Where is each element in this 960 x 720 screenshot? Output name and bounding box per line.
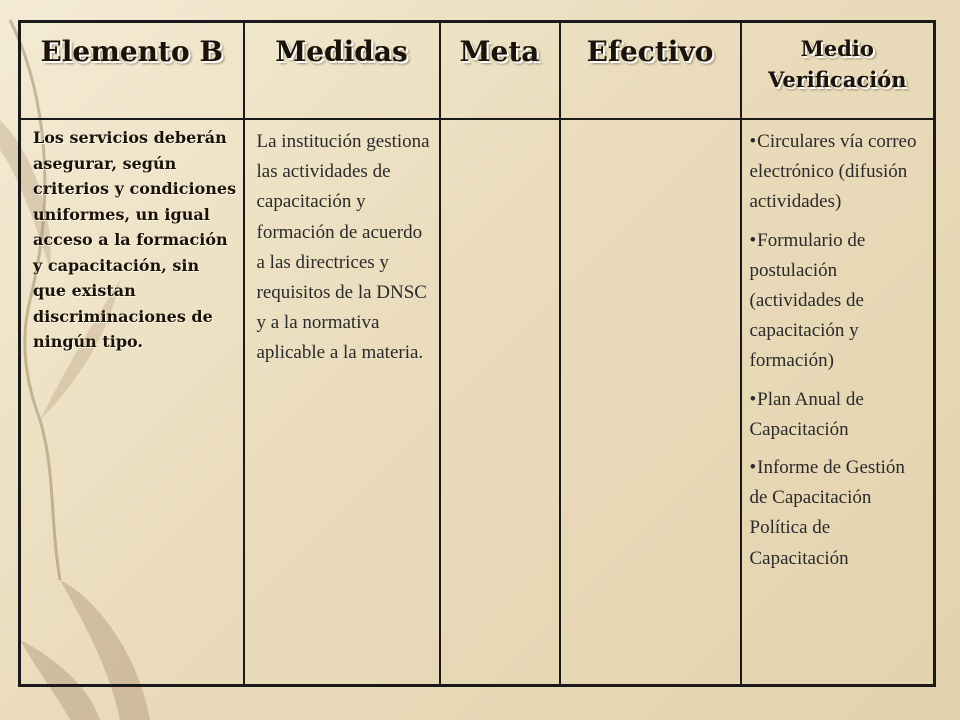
list-item: • Plan Anual de Capacitación	[750, 385, 928, 445]
header-efectivo	[560, 22, 741, 120]
medidas-cell: La institución gestiona las actividades de capacitación y formación de acuerdo a las directrices y requisitos de la DNSC y a la normativa aplicable a la materia.	[244, 119, 440, 685]
measures-table	[18, 20, 936, 687]
table-row	[20, 119, 935, 685]
table-header-row	[20, 22, 935, 120]
header-elemento-b-label: Elemento B	[40, 35, 224, 68]
header-medidas-label: Medidas	[275, 35, 408, 68]
list-item: • Informe de Gestión de Capacitación Política de Capacitación	[750, 453, 928, 574]
efectivo-cell	[560, 119, 741, 685]
list-item: • Circulares vía correo electrónico (difusión actividades)	[750, 127, 928, 218]
header-meta	[440, 22, 560, 120]
elemento-b-cell: Los servicios deberán asegurar, según criterios y condiciones uniformes, un igual acceso a la formación y capacitación, sin que existan discriminaciones de ningún tipo.	[20, 119, 244, 685]
header-efectivo-label: Efectivo	[586, 35, 714, 68]
header-verificacion-label: Verificación	[768, 67, 907, 92]
verificacion-list	[750, 127, 928, 574]
header-elemento-b	[20, 22, 244, 120]
header-medio-verificacion	[741, 22, 935, 120]
header-medidas	[244, 22, 440, 120]
header-medio-label: Medio	[800, 36, 874, 61]
header-meta-label: Meta	[459, 35, 540, 68]
meta-cell	[440, 119, 560, 685]
verificacion-cell	[741, 119, 935, 685]
list-item: • Formulario de postulación (actividades de capacitación y formación)	[750, 226, 928, 377]
